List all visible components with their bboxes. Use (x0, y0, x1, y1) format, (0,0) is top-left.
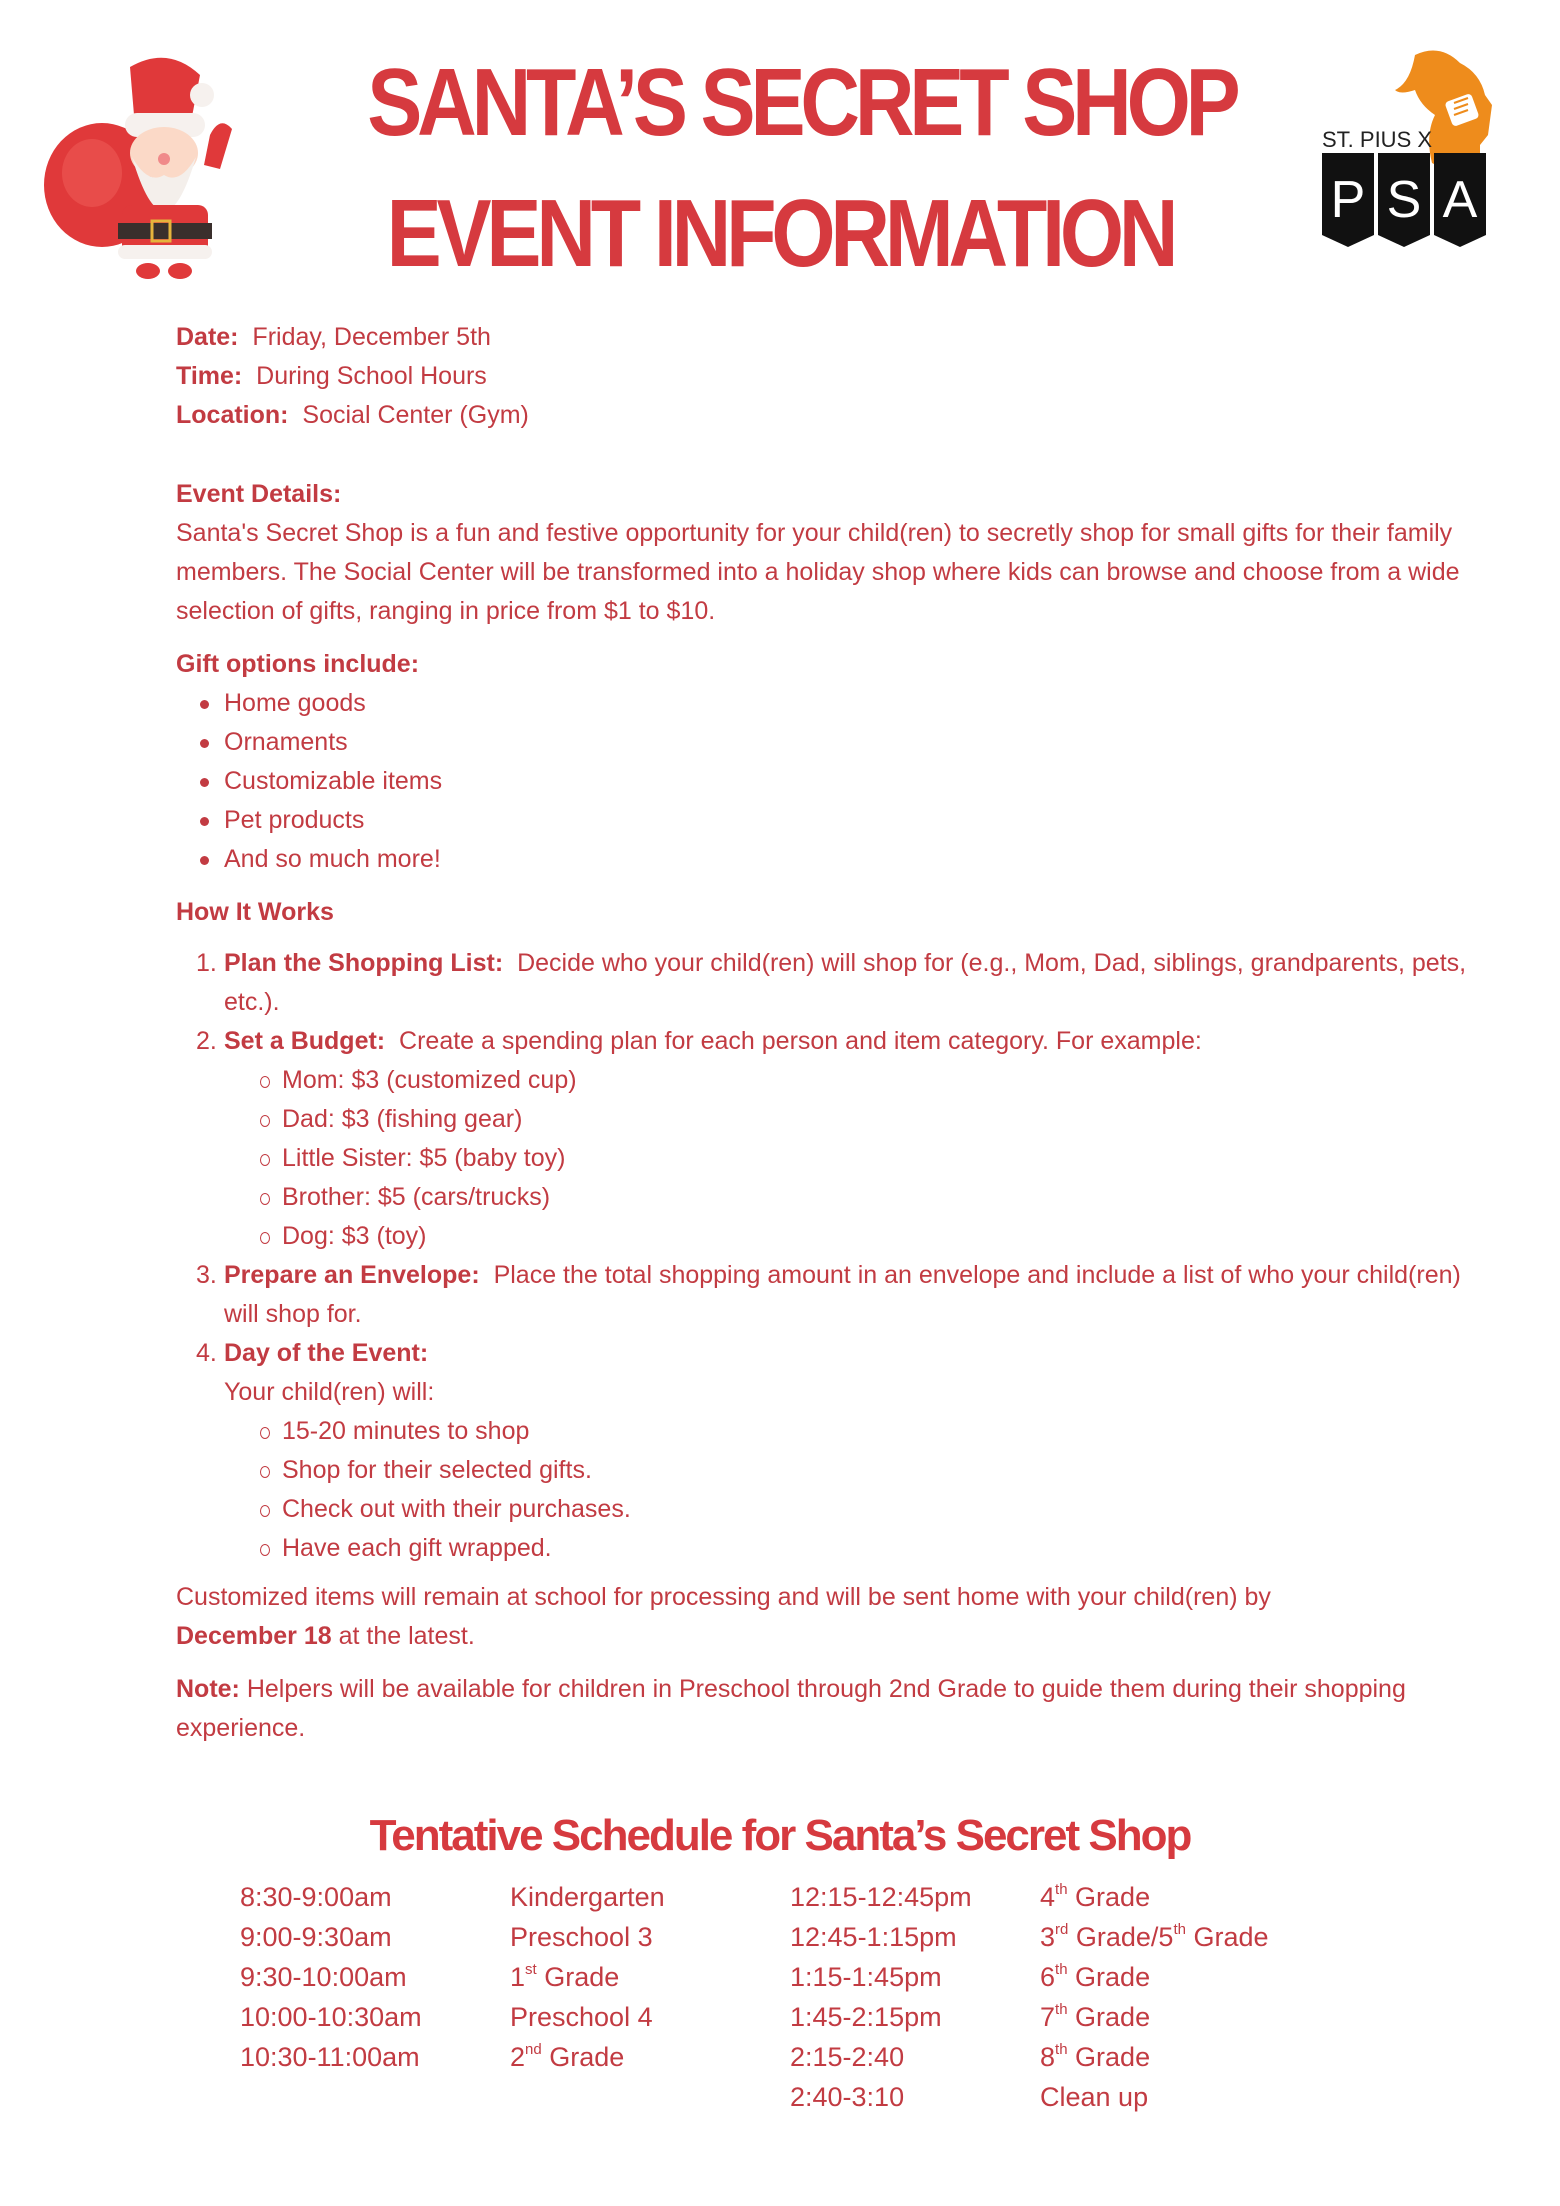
step-4: 4. Day of the Event: Your child(ren) will: 15-20 minutes to shop Shop for their selected gifts. Check out with their purchases. Have each gift wrapped. (176, 1334, 1476, 1568)
schedule-time: 2:15-2:40 (790, 2042, 905, 2072)
list-item: Shop for their selected gifts. (258, 1451, 1476, 1490)
list-item: Home goods (176, 684, 1476, 723)
schedule-group: Kindergarten (510, 1882, 665, 1912)
schedule-time: 9:00-9:30am (240, 1922, 392, 1952)
schedule-group: 3rd Grade/5th Grade (1040, 1921, 1269, 1952)
logo-letter-p: P (1330, 171, 1366, 229)
page-title-line1: SANTA’S SECRET SHOP (367, 49, 1236, 156)
list-item: And so much more! (176, 840, 1476, 879)
step-4-intro: Your child(ren) will: (224, 1378, 435, 1406)
list-item: Little Sister: $5 (baby toy) (258, 1139, 1476, 1178)
schedule-title: Tentative Schedule for Santa’s Secret Shop (369, 1811, 1191, 1860)
schedule-group: 7th Grade (1040, 2001, 1151, 2032)
list-item: Brother: $5 (cars/trucks) (258, 1178, 1476, 1217)
psa-logo (1320, 45, 1505, 260)
list-item: Mom: $3 (customized cup) (258, 1061, 1476, 1100)
gift-options-list (176, 684, 1476, 879)
schedule-time: 9:30-10:00am (240, 1962, 407, 1992)
page-title-line2: EVENT INFORMATION (386, 180, 1174, 287)
schedule-time: 10:30-11:00am (240, 2042, 420, 2072)
budget-examples (224, 1061, 1476, 1256)
schedule-time: 12:15-12:45pm (790, 1882, 972, 1912)
logo-letter-a: A (1442, 171, 1478, 229)
schedule-group: 4th Grade (1040, 1881, 1151, 1912)
schedule-time: 8:30-9:00am (240, 1882, 392, 1912)
santa-claus-icon (40, 35, 280, 280)
schedule-group: Preschool 4 (510, 2002, 653, 2032)
event-details (176, 475, 1476, 631)
info-date: Date: Friday, December 5th (176, 323, 491, 351)
info-location: Location: Social Center (Gym) (176, 401, 529, 429)
event-day-tasks (224, 1412, 1476, 1568)
schedule-group: 6th Grade (1040, 1961, 1151, 1992)
step-1: 1. Plan the Shopping List: Decide who your child(ren) will shop for (e.g., Mom, Dad, siblings, grandparents, pets, etc.). (196, 949, 1467, 1016)
schedule-group: Preschool 3 (510, 1922, 653, 1952)
schedule-time: 12:45-1:15pm (790, 1922, 957, 1952)
list-item: Ornaments (176, 723, 1476, 762)
schedule-left-groups (510, 1878, 750, 2118)
logo-letter-s: S (1386, 171, 1422, 229)
schedule (0, 1808, 1560, 2118)
list-item: Have each gift wrapped. (258, 1529, 1476, 1568)
info-time: Time: During School Hours (176, 362, 487, 390)
schedule-group: 1st Grade (510, 1961, 620, 1992)
event-info (176, 318, 1476, 435)
schedule-right-groups (1040, 1878, 1320, 2118)
how-it-works (176, 893, 1476, 1568)
helpers-note: Note: Helpers will be available for children in Preschool through 2nd Grade to guide them during their shopping experience. (176, 1675, 1406, 1742)
gift-options (176, 645, 1476, 879)
schedule-left-times (240, 1878, 470, 2118)
customized-items-note: Customized items will remain at school for processing and will be sent home with your child(ren) by December 18 at the latest. (176, 1583, 1271, 1650)
schedule-right-times (790, 1878, 1000, 2118)
list-item: Dog: $3 (toy) (258, 1217, 1476, 1256)
schedule-time: 1:15-1:45pm (790, 1962, 942, 1992)
step-2: 2. Set a Budget: Create a spending plan for each person and item category. For example: Mom: $3 (customized cup) Dad: $3 (fishing gear) Little Sister: $5 (baby toy) Brother: $5 (cars/trucks) Dog: $3 (toy) (176, 1022, 1476, 1256)
content-column (176, 318, 1476, 2118)
schedule-group: Clean up (1040, 2082, 1149, 2112)
list-item: Check out with their purchases. (258, 1490, 1476, 1529)
schedule-time: 1:45-2:15pm (790, 2002, 942, 2032)
list-item: Pet products (176, 801, 1476, 840)
schedule-group: 8th Grade (1040, 2041, 1151, 2072)
schedule-group: 2nd Grade (510, 2041, 625, 2072)
steps-list (176, 944, 1476, 1568)
list-item: 15-20 minutes to shop (258, 1412, 1476, 1451)
event-details-paragraph: Santa's Secret Shop is a fun and festive opportunity for your child(ren) to secretly shop for small gifts for their family members. The Social Center will be transformed into a holiday shop where kids can browse and choose from a wide selection of gifts, ranging in price from $1 to $10. (176, 519, 1460, 625)
how-it-works-heading: How It Works (176, 898, 334, 926)
list-item: Customizable items (176, 762, 1476, 801)
gift-options-heading: Gift options include: (176, 650, 420, 678)
schedule-time: 10:00-10:30am (240, 2002, 422, 2032)
event-details-heading: Event Details: (176, 480, 342, 508)
logo-top-text: ST. PIUS X (1322, 127, 1433, 152)
step-3: 3. Prepare an Envelope: Place the total shopping amount in an envelope and include a list of who your child(ren) will shop for. (196, 1261, 1461, 1328)
list-item: Dad: $3 (fishing gear) (258, 1100, 1476, 1139)
schedule-grid (0, 1878, 1560, 2118)
schedule-time: 2:40-3:10 (790, 2082, 905, 2112)
